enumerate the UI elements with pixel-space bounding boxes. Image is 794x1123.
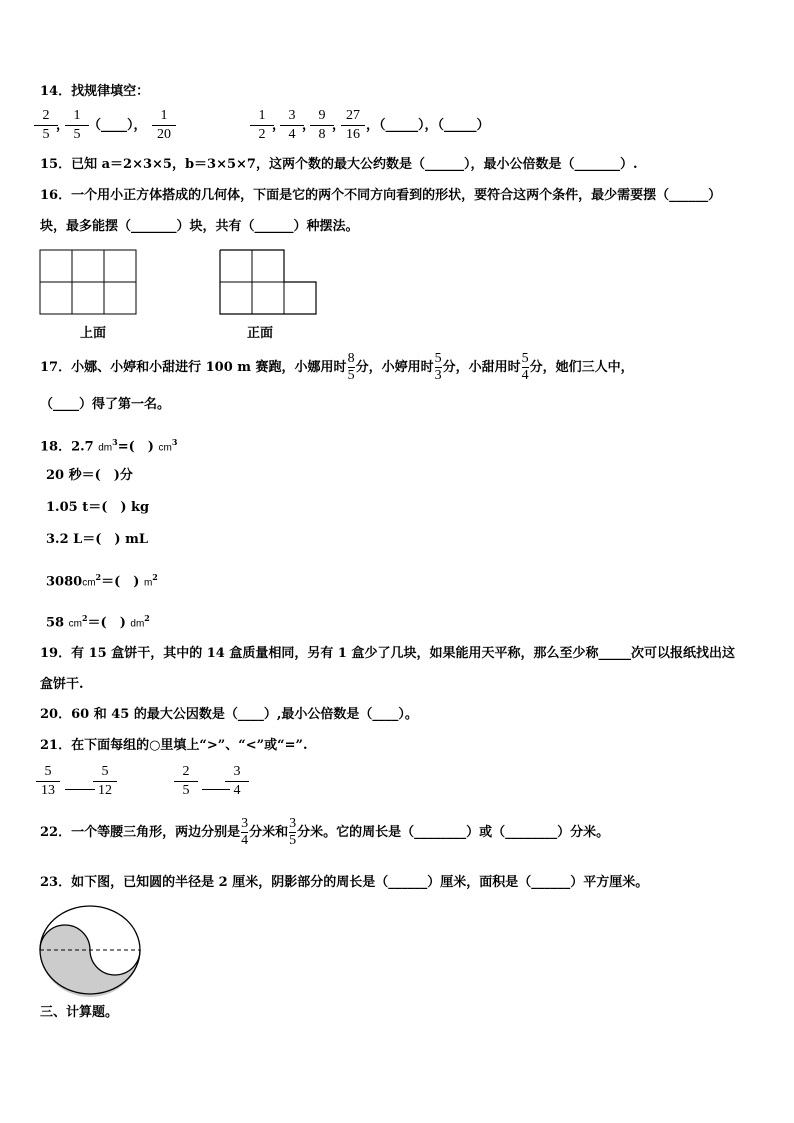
q14-sep-3: ，: [302, 118, 316, 133]
q14-sep-1: ，: [56, 118, 70, 133]
question-19-line-2: 盒饼干.: [40, 677, 84, 692]
q14-seq2-frac-2: 3 4: [278, 108, 306, 143]
q21-pair2-right: 3 4: [223, 764, 251, 799]
question-20: 20．60 和 45 的最大公因数是（____）,最小公倍数是（____）。: [40, 707, 418, 722]
q17-frac-2: $\frac{5}{3}$: [434, 351, 442, 383]
question-18-line-4: 3.2 L＝( ) mL: [46, 532, 149, 547]
question-14-title: 14．找规律填空：: [40, 84, 150, 99]
q21-pair2-left: 2 5: [172, 764, 200, 799]
question-16-line-1: 16．一个用小正方体搭成的几何体，下面是它的两个不同方向看到的形状，要符合这两个条件，最少需要摆（______）: [40, 188, 722, 203]
q14-seq2-frac-1: 1 2: [248, 108, 276, 143]
q22-frac-2: $\frac{3}{5}$: [289, 816, 297, 848]
q14-seq1-frac-3: 1 20: [150, 108, 178, 143]
question-17-line-1: 17．小娜、小婷和小甜进行 100 m 赛跑，小娜用时 $\frac{8}{5}$ 分，小婷用时 $\frac{5}{3}$ 分，小甜用时 $\frac{5}{4}$ 分，她们三人中，: [40, 351, 634, 383]
q17-frac-3: $\frac{5}{4}$: [521, 351, 529, 383]
q14-seq1-frac-2: 1 5: [63, 108, 91, 143]
front-view-figure: [218, 248, 320, 318]
yin-yang-circle-figure: [36, 904, 144, 1000]
q14-seq2-frac-3: 9 8: [308, 108, 336, 143]
question-23: 23．如下图，已知圆的半径是 2 厘米，阴影部分的周长是（______）厘米，面积是（______）平方厘米。: [40, 875, 649, 890]
q21-pair1-left: 5 13: [34, 764, 62, 799]
question-16-line-2: 块，最多能摆（_______）块，共有（______）种摆法。: [40, 219, 359, 234]
q14-seq1-frac-1: 2 5: [32, 108, 60, 143]
question-18-line-3: 1.05 t＝( ) kg: [46, 500, 150, 515]
question-18-line-2: 20 秒＝( )分: [46, 468, 133, 483]
top-view-figure: [38, 248, 140, 318]
question-21-title: 21．在下面每组的○里填上“>”、“<”或“=”.: [40, 738, 308, 753]
q14-sep-4: ，: [332, 118, 346, 133]
question-15: 15．已知 a＝2×3×5，b＝3×5×7，这两个数的最大公约数是（______），最小公倍数是（_______）.: [40, 157, 638, 172]
q14-seq2-frac-4: 27 16: [339, 108, 367, 143]
question-17-line-2: （____）得了第一名。: [40, 397, 171, 412]
q14-seq2-tail: ，（_____），（_____）: [366, 118, 490, 133]
top-view-label: 上面: [80, 326, 107, 341]
q22-frac-1: $\frac{3}{4}$: [241, 816, 249, 848]
q17-frac-1: $\frac{8}{5}$: [347, 351, 355, 383]
q21-pair1-right: 5 12: [91, 764, 119, 799]
q14-sep-2: ，: [272, 118, 286, 133]
question-18-line-1: 18．2.7 $dm^3=$( ) $cm^3$: [40, 437, 178, 455]
q14-seq1-blank: （____），: [88, 118, 147, 133]
question-18-line-5: $3080cm^2=$( ) $m^2$: [46, 572, 158, 590]
section-3-title: 三、计算题。: [40, 1005, 119, 1020]
question-19-line-1: 19．有 15 盒饼干，其中的 14 盒质量相同，另有 1 盒少了几块，如果能用天平称，那么至少称_____次可以报纸找出这: [40, 646, 735, 661]
question-18-line-6: 58 $cm^2=$( ) $dm^2$: [46, 613, 150, 631]
front-view-label: 正面: [247, 326, 274, 341]
question-22: 22．一个等腰三角形，两边分别是 $\frac{3}{4}$ 分米和 $\frac{3}{5}$ 分米。它的周长是（________）或（________）分米。: [40, 816, 610, 848]
